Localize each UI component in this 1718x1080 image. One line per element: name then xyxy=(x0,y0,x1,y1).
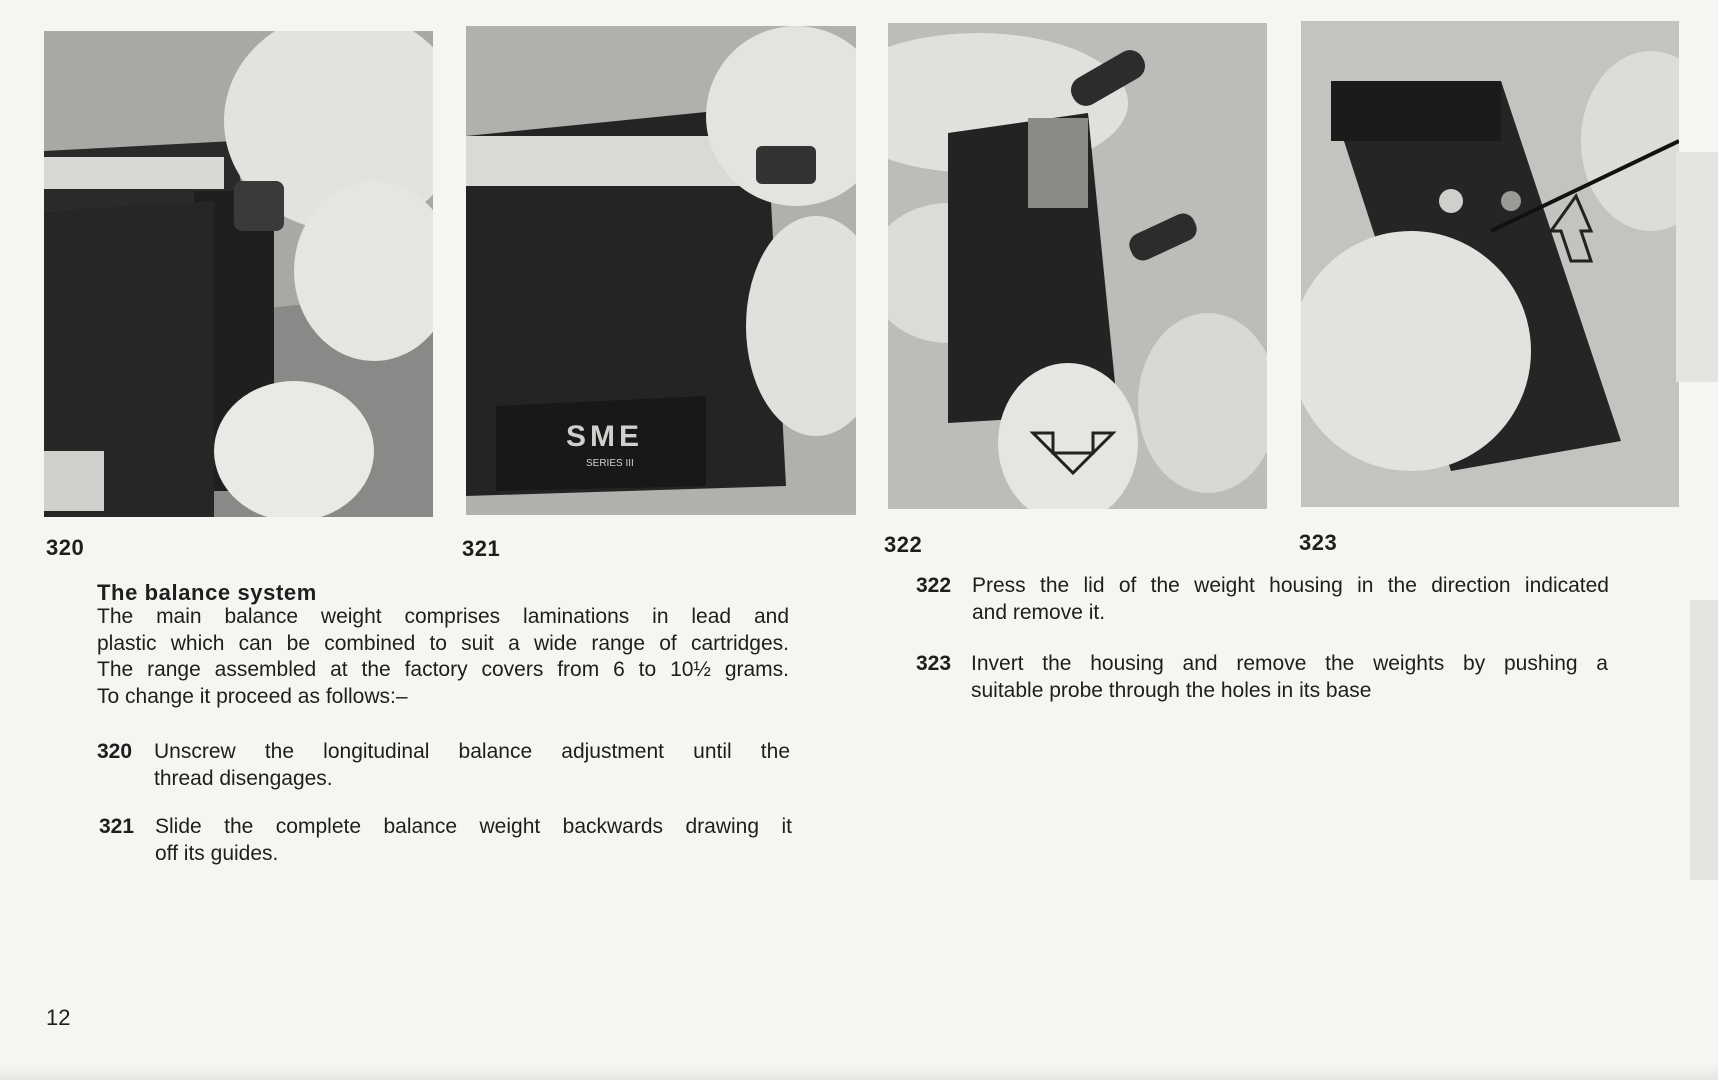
intro-line: To change it proceed as follows:– xyxy=(97,684,408,708)
step-number: 323 xyxy=(916,652,952,675)
step-line: Slide the complete balance weight backwards drawing it xyxy=(155,815,792,838)
photo-321-brand-label: SME xyxy=(566,420,644,453)
figure-number-323: 323 xyxy=(1299,530,1338,555)
step-line: thread disengages. xyxy=(154,767,333,790)
binder-tab-top xyxy=(1676,152,1718,382)
figure-number-321: 321 xyxy=(462,536,501,561)
section-intro xyxy=(97,604,789,710)
page-number: 12 xyxy=(46,1005,71,1030)
step-line: and remove it. xyxy=(972,601,1106,624)
intro-line: plastic which can be combined to suit a wide range of cartridges. xyxy=(97,631,789,655)
intro-line: The main balance weight comprises laminations in lead and xyxy=(97,605,789,628)
photo-323 xyxy=(1301,21,1679,507)
intro-line: The range assembled at the factory covers from 6 to 10½ grams. xyxy=(97,658,789,681)
step-text xyxy=(971,650,1608,704)
page-bottom-edge xyxy=(0,1064,1718,1080)
photo-321-series-label: SERIES III xyxy=(586,458,634,469)
step-number: 320 xyxy=(97,740,133,763)
photo-321 xyxy=(466,26,856,515)
figure-number-322: 322 xyxy=(884,532,923,557)
step-line: off its guides. xyxy=(155,842,279,865)
step-line: Press the lid of the weight housing in the direction indicated xyxy=(972,574,1609,597)
binder-tab-bottom xyxy=(1690,600,1718,880)
step-line: Unscrew the longitudinal balance adjustment until the xyxy=(154,740,790,763)
section-heading: The balance system xyxy=(97,580,317,605)
step-text xyxy=(155,813,792,867)
photo-320 xyxy=(44,31,433,517)
step-text xyxy=(154,738,790,792)
step-line: suitable probe through the holes in its base xyxy=(971,679,1372,702)
step-number: 321 xyxy=(99,815,135,838)
step-number: 322 xyxy=(916,574,952,597)
figure-number-320: 320 xyxy=(46,535,85,560)
step-text xyxy=(972,572,1609,626)
step-line: Invert the housing and remove the weights by pushing a xyxy=(971,652,1608,675)
photo-322 xyxy=(888,23,1267,509)
